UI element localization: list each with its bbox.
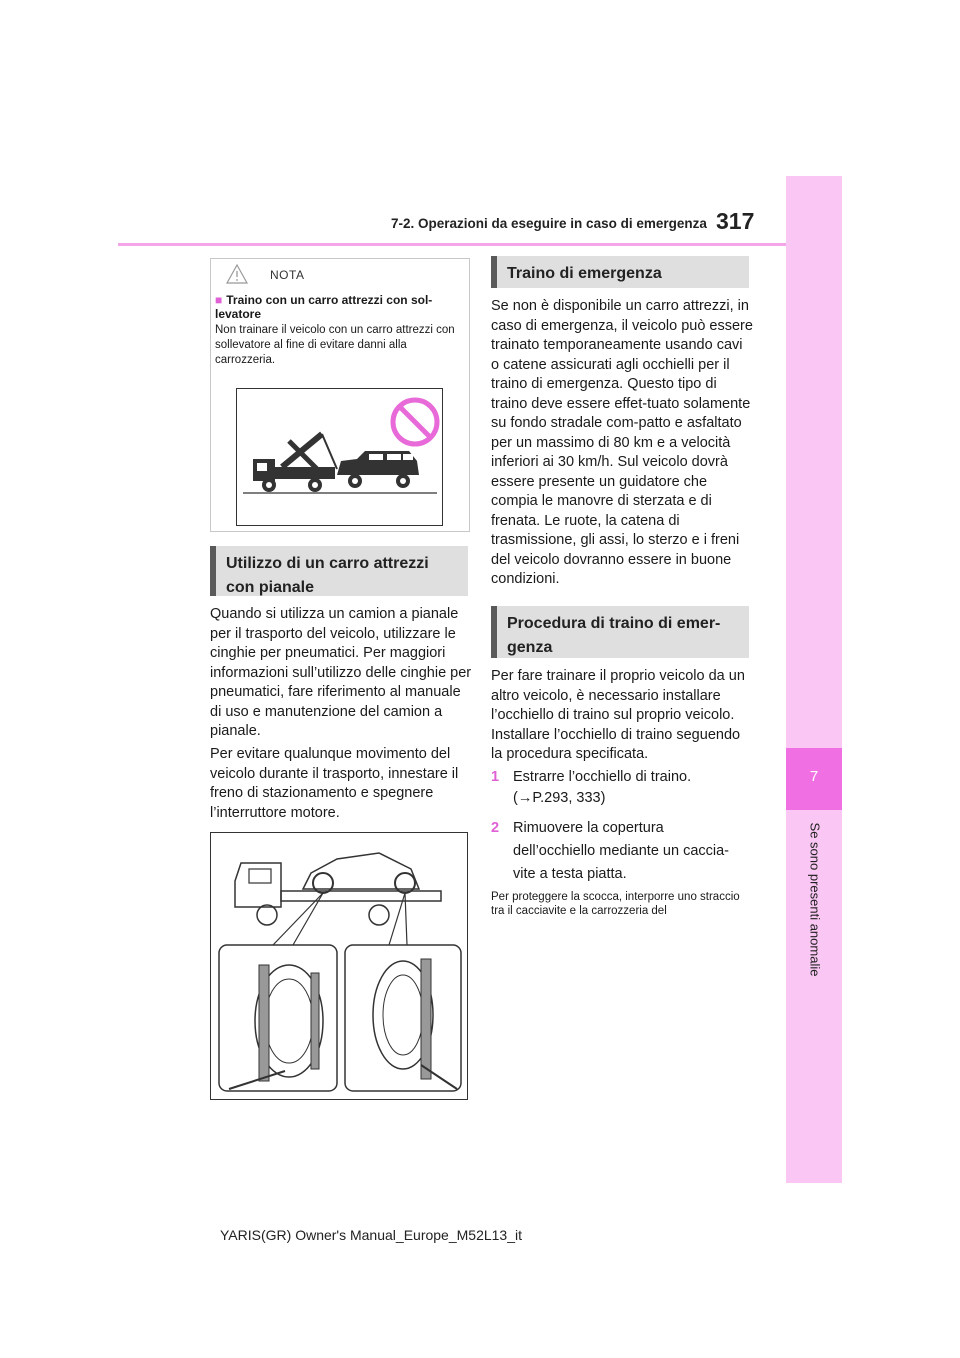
procedure-paragraph: Per fare trainare il proprio veicolo da un altro veicolo, è necessario installare l’occhiello di traino sul proprio veicolo. Installare l’occhiello di traino seguendo la procedura specificata. — [491, 668, 745, 762]
nota-text: Non trainare il veicolo con un carro attrezzi con sollevatore al fine di evitare danni alla carrozzeria. — [215, 324, 455, 366]
section-heading-procedure: Procedura di traino di emer-genza — [491, 606, 749, 658]
step-number: 2 — [491, 820, 500, 836]
flatbed-paragraph-1: Quando si utilizza un camion a pianale per il trasporto del veicolo, utilizzare le cinghie per pneumatici. Per maggiori informazioni sull’utilizzo delle cinghie per pneumatici, fare riferimento al manuale di uso e manutenzione del camion a pianale. — [210, 606, 472, 739]
nota-heading — [215, 293, 465, 321]
page-number: 317 — [716, 208, 755, 234]
section-title: 7-2. Operazioni da eseguire in caso di emergenza — [391, 216, 707, 231]
step-1-page-reference: (→P.293, 333) — [513, 790, 606, 806]
nota-label: NOTA — [270, 268, 305, 282]
nota-heading-text: Traino con un carro attrezzi con sol-levatore — [215, 293, 433, 321]
procedure-note: Per proteggere la scocca, interporre uno straccio tra il cacciavite e la carrozzeria del — [491, 891, 740, 917]
footer-manual-id: YARIS(GR) Owner's Manual_Europe_M52L13_it — [220, 1227, 522, 1243]
procedure-step-1 — [491, 768, 753, 788]
section-heading-emergency: Traino di emergenza — [491, 256, 749, 288]
flatbed-paragraph-2: Per evitare qualunque movimento del veicolo durante il trasporto, innestare il freno di stazionamento e spegnere l’interruttore motore. — [210, 746, 459, 821]
section-heading-flatbed: Utilizzo di un carro attrezzi con pianale — [210, 546, 468, 596]
step-number: 1 — [491, 769, 500, 785]
chapter-title: Se sono presenti anomalie — [807, 822, 823, 977]
emergency-paragraph: Se non è disponibile un carro attrezzi, in caso di emergenza, il veicolo può essere trainato temporaneamente usando cavi o catene assicurati agli occhielli per il traino di emergenza. Questo tipo di traino deve essere effet-tuato solamente su fondo stradale com-patto e asfaltato per un massimo di 80 km e a velocità inferiori ai 30 km/h. Sul veicolo dovrà essere presente un guidatore che compia le manovre di sterzata e di frenata. Le ruote, la catena di trasmissione, gli assi, lo sterzo e i freni del veicolo dovranno essere in buone condizioni. — [491, 298, 753, 587]
tow-truck-prohibited-illustration — [236, 388, 443, 526]
bullet-square-icon: ■ — [215, 293, 223, 307]
procedure-step-2 — [491, 817, 753, 886]
flatbed-truck-straps-illustration — [210, 832, 468, 1100]
chapter-number: 7 — [809, 768, 819, 785]
warning-icon — [226, 264, 248, 284]
header-rule — [118, 243, 786, 246]
step-text: Estrarre l’occhiello di traino. — [513, 769, 692, 785]
step-text: Rimuovere la copertura dell’occhiello mediante un caccia-vite a testa piatta. — [513, 820, 730, 882]
chapter-side-tab — [786, 176, 842, 1183]
